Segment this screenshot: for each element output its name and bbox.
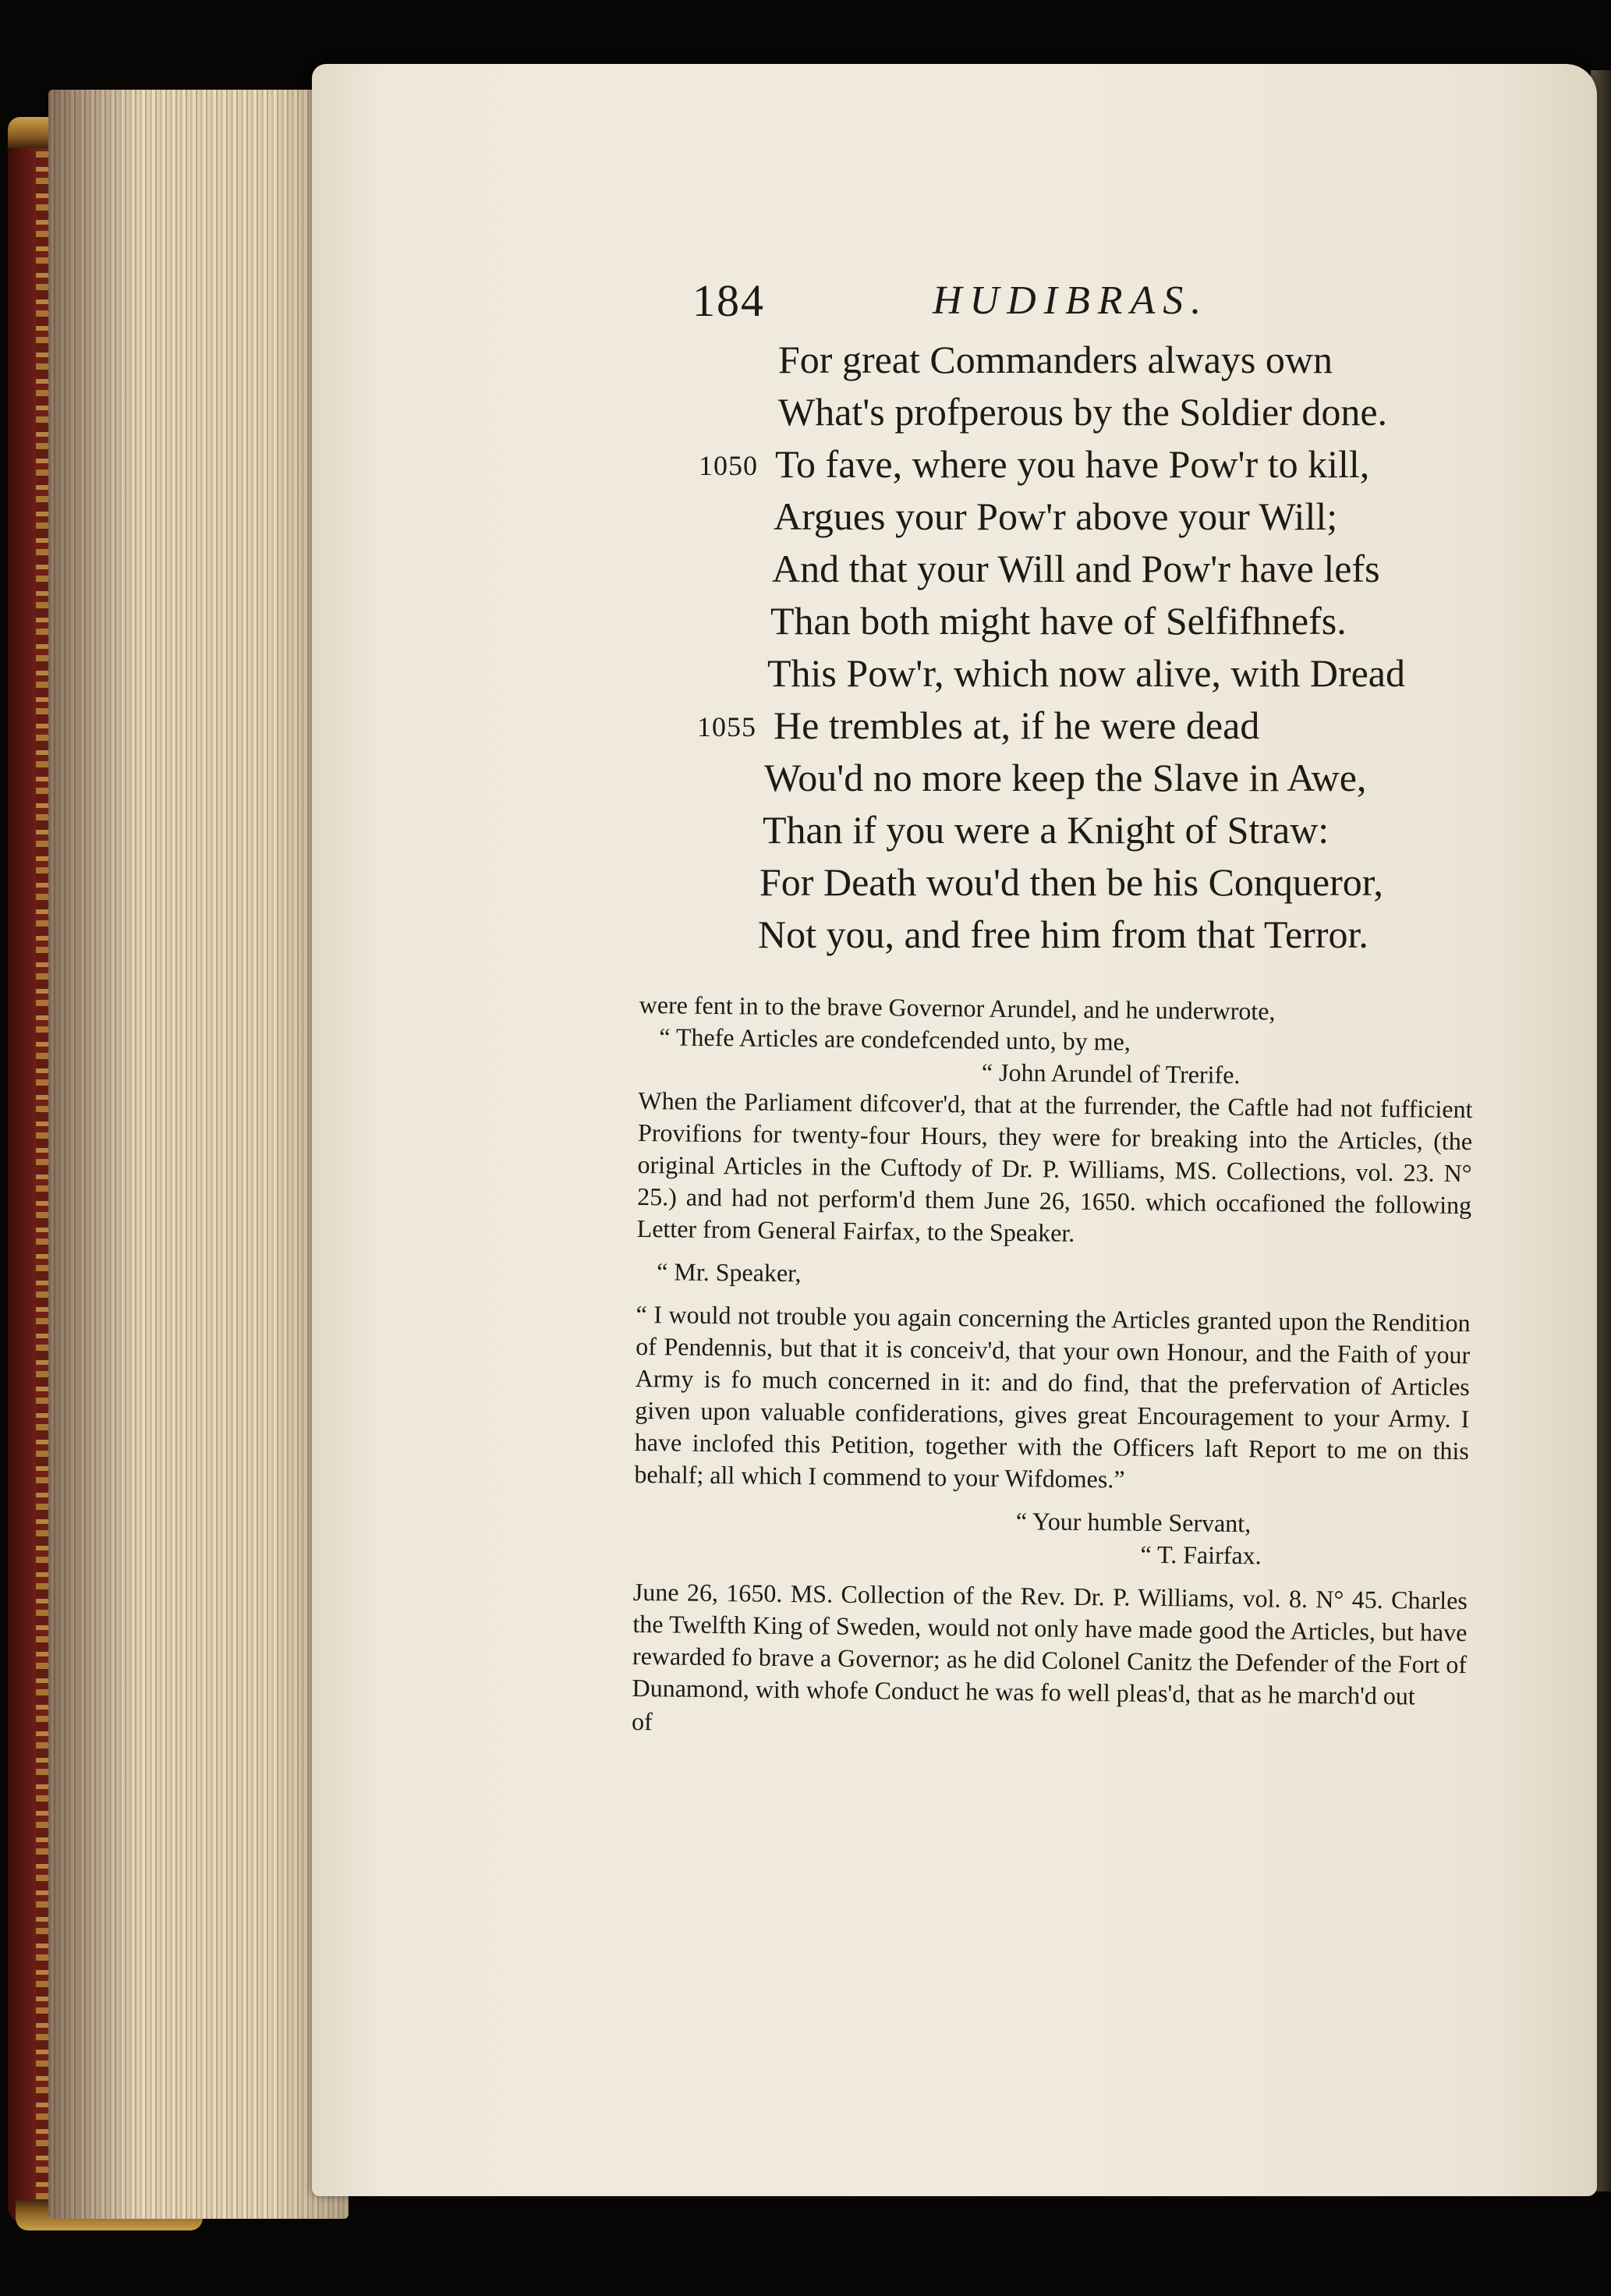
note-paragraph: “ Thefe Articles are condefcended unto, by me, <box>659 1022 1131 1056</box>
verse-line <box>778 334 1542 386</box>
verse-text: Than if you were a Knight of Straw: <box>763 808 1330 852</box>
letter-body: “ I would not trouble you again concerning the Articles granted upon the Rendition of Pendennis, but that it is conceiv'd, that your own Honour, and the Faith of your Army is fo much concerned in it: and do find, that the prefervation of Articles given upon valuable confiderations, gives great Encouragement to your Army. I have inclofed this Petition, together with the Officers laft Report to me on this behalf; all which I commend to your Wifdomes.” <box>634 1299 1471 1493</box>
page-header <box>692 275 1566 337</box>
footnotes <box>632 989 1474 1746</box>
verse-block <box>697 334 1528 961</box>
verse-text: For great Commanders always own <box>778 338 1333 381</box>
letter-closing: “ Your humble Servant, <box>1015 1507 1252 1538</box>
verse-text: For Death wou'd then be his Conqueror, <box>759 860 1383 904</box>
note-signature: “ John Arundel of Trerife. <box>981 1058 1241 1090</box>
note-paragraph: When the Parliament difcover'd, that at the furrender, the Caftle had not fufficient Provifions for twenty-four Hours, they were for breaking into the Articles, (the original Articles in the Cuftody of Dr. P. Williams, MS. Collections, vol. 23. N° 25.) and had not perform'd them June 26, 1650. which occafioned the following Letter from General Fairfax, to the Speaker. <box>636 1086 1473 1247</box>
catchword: of <box>631 1706 653 1736</box>
note-paragraph: were fent in to the brave Governor Arundel, and he underwrote, <box>639 990 1276 1026</box>
line-number: 1050 <box>699 450 758 481</box>
page-number: 184 <box>692 275 765 326</box>
verse-line <box>770 595 1535 647</box>
verse-line <box>778 386 1542 438</box>
verse-text: And that your Will and Pow'r have lefs <box>772 547 1380 590</box>
verse-line <box>763 804 1527 856</box>
letter-salutation: “ Mr. Speaker, <box>657 1257 802 1288</box>
page-edges-shade <box>48 90 349 2219</box>
verse-text: Not you, and free him from that Terror. <box>758 912 1368 956</box>
verse-text: Argues your Pow'r above your Will; <box>774 494 1338 538</box>
verse-line <box>772 543 1536 595</box>
verse-text: He trembles at, if he were dead <box>774 703 1260 747</box>
verse-text: To fave, where you have Pow'r to kill, <box>775 442 1370 486</box>
verse-line <box>697 700 1538 752</box>
verse-line <box>759 856 1524 909</box>
verse-line <box>699 438 1539 491</box>
line-number: 1055 <box>697 711 756 742</box>
verse-text: Wou'd no more keep the Slave in Awe, <box>764 756 1367 799</box>
verse-line <box>764 752 1528 804</box>
running-head: HUDIBRAS. <box>933 278 1209 323</box>
verse-line <box>767 647 1531 700</box>
note-paragraph: June 26, 1650. MS. Collection of the Rev. Dr. P. Williams, vol. 8. N° 45. Charles the Twelfth King of Sweden, would not only have made good the Articles, but have rewarded fo brave a Governor; as he did Colonel Canitz the Defender of the Fort of Dunamond, with whofe Conduct he was fo well pleas'd, that as he march'd out <box>632 1577 1468 1710</box>
letter-signature: “ T. Fairfax. <box>1140 1540 1262 1570</box>
verse-line <box>758 909 1522 961</box>
verse-text: This Pow'r, which now alive, with Dread <box>767 651 1405 695</box>
verse-line <box>774 491 1538 543</box>
verse-text: What's profperous by the Soldier done. <box>778 390 1388 434</box>
verse-text: Than both might have of Selfifhnefs. <box>770 599 1347 643</box>
